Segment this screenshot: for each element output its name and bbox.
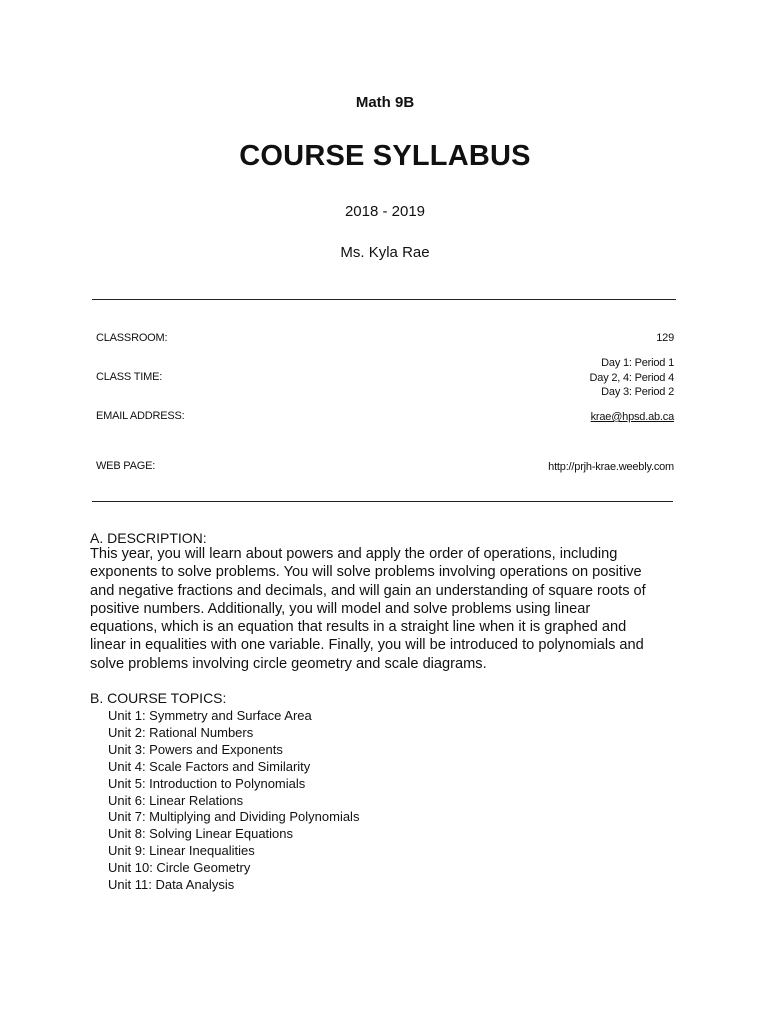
class-time-day-2-4: Day 2, 4: Period 4 — [589, 371, 674, 384]
class-time-values — [590, 356, 674, 400]
bottom-divider — [92, 501, 673, 502]
class-time-day-3: Day 3: Period 2 — [601, 386, 674, 398]
description-line: linear in equalities with one variable. Finally, you will be introduced to polynomials and — [90, 637, 644, 654]
web-page-label: WEB PAGE: — [96, 460, 156, 472]
classroom-label: CLASSROOM: — [96, 332, 168, 344]
class-time-day-1: Day 1: Period 1 — [601, 357, 674, 369]
topic-item: Unit 4: Scale Factors and Similarity — [108, 758, 311, 774]
topic-item: Unit 6: Linear Relations — [108, 792, 244, 808]
description-body — [90, 545, 680, 673]
school-year: 2018 - 2019 — [344, 203, 426, 220]
topic-item: Unit 2: Rational Numbers — [108, 724, 254, 740]
email-link[interactable]: krae@hpsd.ab.ca — [590, 411, 674, 423]
description-line: and negative fractions and decimals, and will gain an understanding of square roots of — [90, 582, 646, 599]
description-line: exponents to solve problems. You will solve problems involving operations on positive — [90, 564, 642, 581]
description-line: positive numbers. Additionally, you will model and solve problems using linear — [90, 600, 591, 617]
topic-item: Unit 5: Introduction to Polynomials — [108, 775, 306, 791]
topic-item: Unit 7: Multiplying and Dividing Polynomials — [108, 809, 360, 825]
topics-list — [108, 708, 359, 894]
topic-item: Unit 8: Solving Linear Equations — [108, 826, 294, 842]
topic-item: Unit 9: Linear Inequalities — [108, 843, 255, 859]
teacher-name: Ms. Kyla Rae — [340, 244, 430, 261]
description-line: equations, which is an equation that results in a straight line when it is graphed and — [90, 619, 627, 636]
topic-item: Unit 1: Symmetry and Surface Area — [108, 708, 312, 723]
topic-item: Unit 10: Circle Geometry — [108, 860, 251, 876]
email-label: EMAIL ADDRESS: — [96, 410, 185, 422]
class-time-label: CLASS TIME: — [96, 371, 163, 383]
course-name: Math 9B — [355, 94, 415, 111]
topic-item: Unit 3: Powers and Exponents — [108, 741, 283, 757]
description-heading: A. DESCRIPTION: — [90, 530, 207, 546]
description-line: This year, you will learn about powers and apply the order of operations, including — [90, 546, 618, 562]
top-divider — [92, 299, 676, 300]
page-title: COURSE SYLLABUS — [239, 140, 531, 172]
web-page-link[interactable]: http://prjh-krae.weebly.com — [548, 461, 674, 473]
topics-heading: B. COURSE TOPICS: — [90, 690, 227, 706]
description-line: solve problems involving circle geometry and scale diagrams. — [90, 655, 487, 672]
topic-item: Unit 11: Data Analysis — [108, 877, 235, 893]
classroom-value: 129 — [656, 332, 674, 344]
